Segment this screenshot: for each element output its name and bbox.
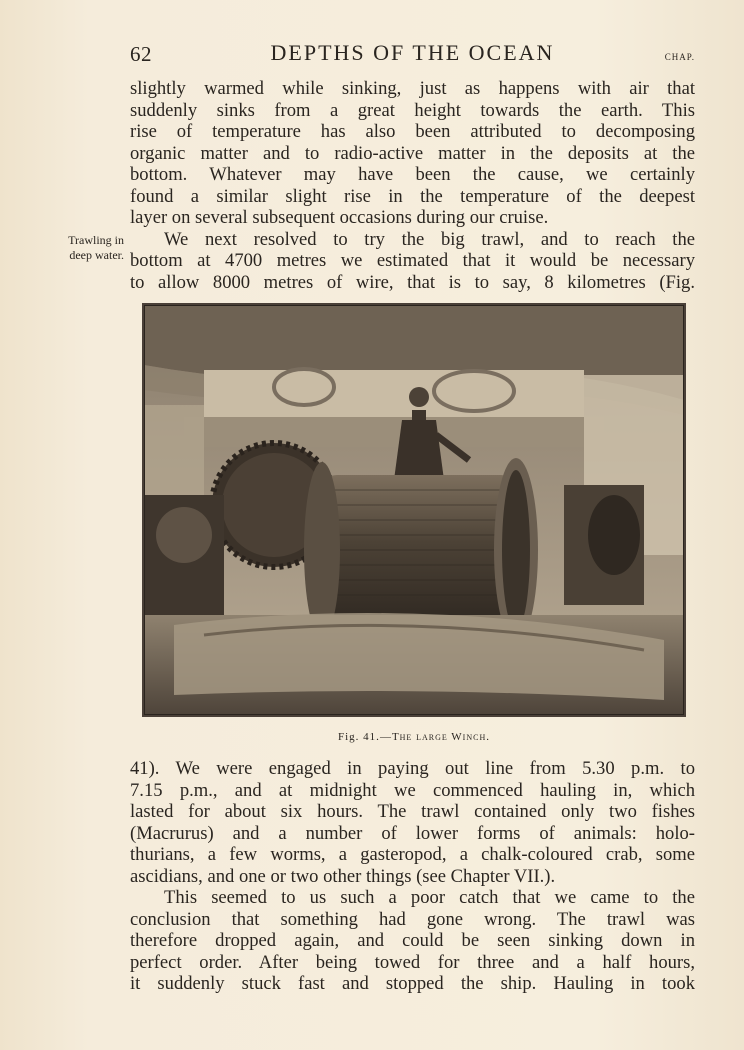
- figure-number: Fig. 41.: [338, 731, 380, 743]
- text-line: perfect order. After being towed for three and a half hours,: [130, 951, 695, 973]
- page-number: 62: [130, 42, 152, 66]
- marginal-note: [44, 233, 124, 263]
- text-line: ascidians, and one or two other things (see Chapter VII.).: [130, 865, 556, 887]
- figure-caption: [142, 731, 686, 743]
- text-line: slightly warmed while sinking, just as happens with air that: [130, 78, 695, 99]
- text-line: 7.15 p.m., and at midnight we commenced hauling in, which: [130, 779, 695, 801]
- paragraph-continuation: [130, 78, 695, 229]
- text-line: rise of temperature has also been attributed to decomposing: [130, 121, 695, 142]
- text-line: conclusion that something had gone wrong. The trawl was: [130, 908, 695, 930]
- figure-title: —The large Winch.: [379, 731, 490, 743]
- text-line: suddenly sinks from a great height towards the earth. This: [130, 99, 695, 121]
- text-line: layer on several subsequent occasions during our cruise.: [130, 207, 549, 228]
- top-text-block: [130, 78, 695, 293]
- bottom-text-block: [130, 758, 695, 995]
- marginal-note-line-1: Trawling in: [68, 233, 124, 247]
- text-line: We next resolved to try the big trawl, and to reach the: [164, 228, 695, 250]
- running-title: DEPTHS OF THE OCEAN: [270, 40, 555, 65]
- text-line: to allow 8000 metres of wire, that is to say, 8 kilometres (Fig.: [130, 271, 695, 293]
- text-line: This seemed to us such a poor catch that we came to the: [164, 887, 695, 908]
- text-line: found a similar slight rise in the temperature of the deepest: [130, 185, 695, 207]
- figure-photograph-winch: [142, 303, 686, 717]
- text-line: thurians, a few worms, a gasteropod, a chalk-coloured crab, some: [130, 844, 695, 865]
- text-line: bottom. Whatever may have been the cause, we certainly: [130, 164, 695, 185]
- marginal-note-line-2: deep water.: [69, 248, 124, 262]
- paragraph-paying-out: [130, 758, 695, 887]
- text-line: bottom at 4700 metres we estimated that it would be necessary: [130, 250, 695, 271]
- text-line: 41). We were engaged in paying out line from 5.30 p.m. to: [130, 758, 695, 779]
- text-line: organic matter and to radio-active matter in the deposits at the: [130, 142, 695, 164]
- paragraph-trawling: [130, 229, 695, 294]
- text-line: (Macrurus) and a number of lower forms of animals: holo-: [130, 822, 695, 844]
- text-line: therefore dropped again, and could be seen sinking down in: [130, 930, 695, 951]
- paragraph-poor-catch: [130, 887, 695, 995]
- winch-photo-illustration: [144, 305, 684, 715]
- page-header: [130, 40, 695, 70]
- text-line: it suddenly stuck fast and stopped the ship. Hauling in took: [130, 973, 695, 994]
- chapter-abbreviation: CHAP.: [664, 52, 695, 62]
- text-line: lasted for about six hours. The trawl contained only two fishes: [130, 801, 695, 822]
